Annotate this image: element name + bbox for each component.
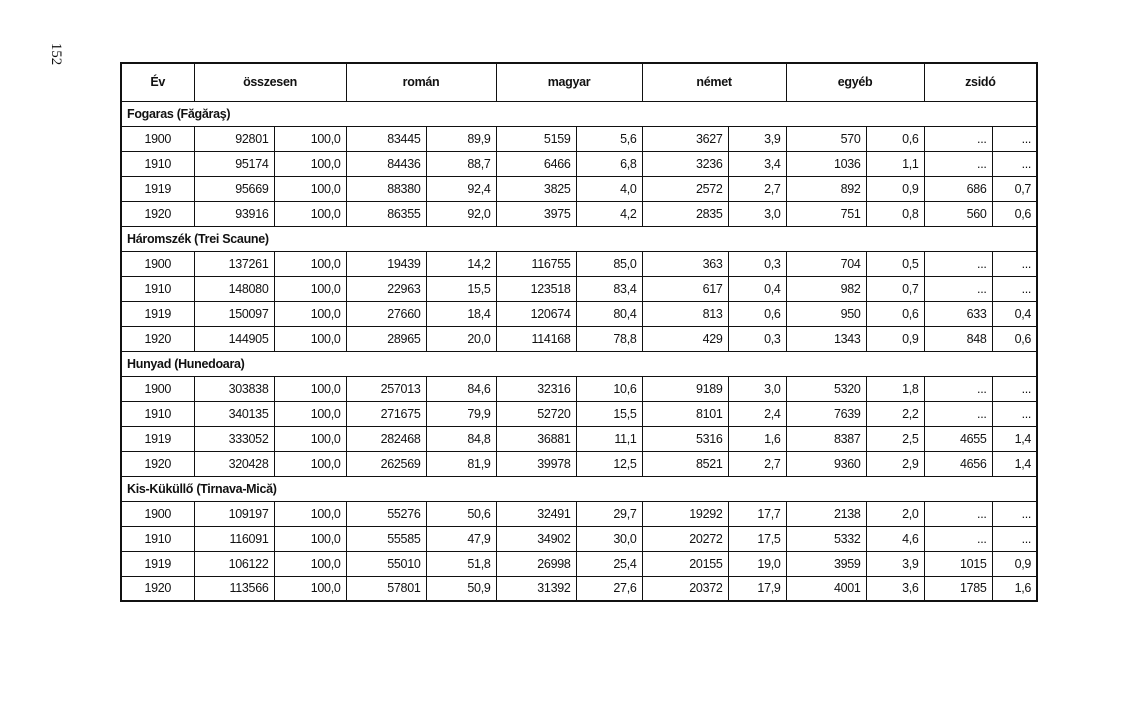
section-title: Fogaras (Făgăraş) — [121, 101, 1037, 126]
value-cell: 6466 — [496, 151, 576, 176]
value-cell: 7639 — [786, 401, 866, 426]
value-cell: 0,3 — [728, 326, 786, 351]
value-cell: 47,9 — [426, 526, 496, 551]
value-cell: 3,4 — [728, 151, 786, 176]
value-cell: 1,4 — [992, 451, 1037, 476]
value-cell: 32316 — [496, 376, 576, 401]
value-cell: 2,7 — [728, 451, 786, 476]
value-cell: 25,4 — [576, 551, 642, 576]
value-cell: 144905 — [194, 326, 274, 351]
value-cell: 686 — [924, 176, 992, 201]
value-cell: 950 — [786, 301, 866, 326]
value-cell: 100,0 — [274, 301, 346, 326]
value-cell: 15,5 — [576, 401, 642, 426]
value-cell: 892 — [786, 176, 866, 201]
year-cell: 1920 — [121, 201, 194, 226]
value-cell: 4,0 — [576, 176, 642, 201]
value-cell: 5159 — [496, 126, 576, 151]
value-cell: 5316 — [642, 426, 728, 451]
table-row — [121, 526, 1037, 551]
value-cell: 3825 — [496, 176, 576, 201]
value-cell: 0,9 — [992, 551, 1037, 576]
value-cell: 100,0 — [274, 276, 346, 301]
year-cell: 1910 — [121, 401, 194, 426]
section-title: Hunyad (Hunedoara) — [121, 351, 1037, 376]
value-cell: 100,0 — [274, 201, 346, 226]
value-cell: 11,1 — [576, 426, 642, 451]
section-title: Kis-Küküllő (Tirnava-Mică) — [121, 476, 1037, 501]
header-jewish: zsidó — [924, 63, 1037, 101]
header-other: egyéb — [786, 63, 924, 101]
value-cell: 0,7 — [866, 276, 924, 301]
value-cell: 100,0 — [274, 576, 346, 601]
value-cell: 0,8 — [866, 201, 924, 226]
table-row — [121, 251, 1037, 276]
value-cell: 2,0 — [866, 501, 924, 526]
table-row — [121, 501, 1037, 526]
year-cell: 1910 — [121, 276, 194, 301]
value-cell: 3627 — [642, 126, 728, 151]
value-cell: ... — [924, 376, 992, 401]
table-row — [121, 451, 1037, 476]
value-cell: 100,0 — [274, 526, 346, 551]
value-cell: 34902 — [496, 526, 576, 551]
value-cell: 57801 — [346, 576, 426, 601]
value-cell: 271675 — [346, 401, 426, 426]
value-cell: 116091 — [194, 526, 274, 551]
value-cell: 5320 — [786, 376, 866, 401]
value-cell: 32491 — [496, 501, 576, 526]
year-cell: 1919 — [121, 426, 194, 451]
value-cell: 39978 — [496, 451, 576, 476]
value-cell: 3959 — [786, 551, 866, 576]
value-cell: 80,4 — [576, 301, 642, 326]
value-cell: 5332 — [786, 526, 866, 551]
year-cell: 1919 — [121, 551, 194, 576]
value-cell: 100,0 — [274, 176, 346, 201]
value-cell: 19,0 — [728, 551, 786, 576]
value-cell: 20272 — [642, 526, 728, 551]
value-cell: 92,4 — [426, 176, 496, 201]
table-row — [121, 426, 1037, 451]
section-row — [121, 476, 1037, 501]
header-hungarian: magyar — [496, 63, 642, 101]
value-cell: 0,6 — [992, 326, 1037, 351]
value-cell: 106122 — [194, 551, 274, 576]
table-row — [121, 126, 1037, 151]
header-total: összesen — [194, 63, 346, 101]
value-cell: 2,9 — [866, 451, 924, 476]
value-cell: 3,9 — [728, 126, 786, 151]
value-cell: 8521 — [642, 451, 728, 476]
value-cell: 84,8 — [426, 426, 496, 451]
value-cell: 109197 — [194, 501, 274, 526]
page-number: 152 — [48, 42, 64, 66]
population-table — [120, 62, 1038, 602]
value-cell: 0,5 — [866, 251, 924, 276]
value-cell: 100,0 — [274, 126, 346, 151]
value-cell: 100,0 — [274, 426, 346, 451]
value-cell: 83445 — [346, 126, 426, 151]
year-cell: 1920 — [121, 326, 194, 351]
section-row — [121, 351, 1037, 376]
value-cell: 813 — [642, 301, 728, 326]
value-cell: 116755 — [496, 251, 576, 276]
value-cell: 95669 — [194, 176, 274, 201]
table-row — [121, 326, 1037, 351]
value-cell: 22963 — [346, 276, 426, 301]
value-cell: 36881 — [496, 426, 576, 451]
value-cell: 20372 — [642, 576, 728, 601]
value-cell: ... — [924, 501, 992, 526]
value-cell: 123518 — [496, 276, 576, 301]
value-cell: 26998 — [496, 551, 576, 576]
value-cell: 2,2 — [866, 401, 924, 426]
value-cell: 17,7 — [728, 501, 786, 526]
value-cell: ... — [924, 126, 992, 151]
value-cell: 0,7 — [992, 176, 1037, 201]
value-cell: 3975 — [496, 201, 576, 226]
header-romanian: román — [346, 63, 496, 101]
value-cell: ... — [924, 401, 992, 426]
value-cell: 29,7 — [576, 501, 642, 526]
table-row — [121, 576, 1037, 601]
value-cell: 5,6 — [576, 126, 642, 151]
value-cell: 17,9 — [728, 576, 786, 601]
value-cell: 6,8 — [576, 151, 642, 176]
value-cell: 3,9 — [866, 551, 924, 576]
value-cell: 0,6 — [866, 301, 924, 326]
value-cell: 4001 — [786, 576, 866, 601]
year-cell: 1919 — [121, 301, 194, 326]
value-cell: ... — [924, 526, 992, 551]
value-cell: 100,0 — [274, 251, 346, 276]
value-cell: 85,0 — [576, 251, 642, 276]
value-cell: 2835 — [642, 201, 728, 226]
value-cell: 89,9 — [426, 126, 496, 151]
year-cell: 1919 — [121, 176, 194, 201]
value-cell: 88,7 — [426, 151, 496, 176]
year-cell: 1910 — [121, 526, 194, 551]
value-cell: 113566 — [194, 576, 274, 601]
value-cell: 2138 — [786, 501, 866, 526]
value-cell: 84436 — [346, 151, 426, 176]
value-cell: 114168 — [496, 326, 576, 351]
value-cell: ... — [924, 251, 992, 276]
value-cell: 303838 — [194, 376, 274, 401]
value-cell: 2,5 — [866, 426, 924, 451]
year-cell: 1900 — [121, 501, 194, 526]
value-cell: 55010 — [346, 551, 426, 576]
value-cell: ... — [924, 276, 992, 301]
year-cell: 1900 — [121, 126, 194, 151]
value-cell: 15,5 — [426, 276, 496, 301]
value-cell: ... — [992, 526, 1037, 551]
value-cell: 19439 — [346, 251, 426, 276]
value-cell: 52720 — [496, 401, 576, 426]
value-cell: 751 — [786, 201, 866, 226]
value-cell: 4655 — [924, 426, 992, 451]
value-cell: 1036 — [786, 151, 866, 176]
value-cell: 282468 — [346, 426, 426, 451]
value-cell: 148080 — [194, 276, 274, 301]
value-cell: 83,4 — [576, 276, 642, 301]
value-cell: 84,6 — [426, 376, 496, 401]
table-row — [121, 276, 1037, 301]
year-cell: 1900 — [121, 251, 194, 276]
year-cell: 1920 — [121, 576, 194, 601]
value-cell: 633 — [924, 301, 992, 326]
value-cell: ... — [992, 276, 1037, 301]
year-cell: 1910 — [121, 151, 194, 176]
value-cell: ... — [992, 251, 1037, 276]
value-cell: 12,5 — [576, 451, 642, 476]
value-cell: 0,3 — [728, 251, 786, 276]
value-cell: 88380 — [346, 176, 426, 201]
value-cell: 100,0 — [274, 401, 346, 426]
value-cell: 50,6 — [426, 501, 496, 526]
value-cell: 340135 — [194, 401, 274, 426]
value-cell: 1015 — [924, 551, 992, 576]
value-cell: 2572 — [642, 176, 728, 201]
value-cell: 14,2 — [426, 251, 496, 276]
value-cell: ... — [992, 126, 1037, 151]
table-row — [121, 376, 1037, 401]
value-cell: 95174 — [194, 151, 274, 176]
value-cell: 100,0 — [274, 376, 346, 401]
value-cell: 81,9 — [426, 451, 496, 476]
value-cell: 100,0 — [274, 501, 346, 526]
value-cell: 1,4 — [992, 426, 1037, 451]
value-cell: 3236 — [642, 151, 728, 176]
value-cell: 86355 — [346, 201, 426, 226]
section-row — [121, 101, 1037, 126]
section-row — [121, 226, 1037, 251]
value-cell: 0,4 — [992, 301, 1037, 326]
value-cell: 9360 — [786, 451, 866, 476]
value-cell: 20,0 — [426, 326, 496, 351]
value-cell: 55276 — [346, 501, 426, 526]
value-cell: 18,4 — [426, 301, 496, 326]
year-cell: 1920 — [121, 451, 194, 476]
value-cell: 20155 — [642, 551, 728, 576]
value-cell: 100,0 — [274, 326, 346, 351]
value-cell: 257013 — [346, 376, 426, 401]
value-cell: 704 — [786, 251, 866, 276]
value-cell: ... — [992, 376, 1037, 401]
year-cell: 1900 — [121, 376, 194, 401]
value-cell: 100,0 — [274, 151, 346, 176]
value-cell: 982 — [786, 276, 866, 301]
value-cell: 120674 — [496, 301, 576, 326]
value-cell: 4,2 — [576, 201, 642, 226]
value-cell: 92,0 — [426, 201, 496, 226]
value-cell: 0,9 — [866, 176, 924, 201]
value-cell: 3,6 — [866, 576, 924, 601]
value-cell: ... — [924, 151, 992, 176]
table-row — [121, 301, 1037, 326]
value-cell: 8387 — [786, 426, 866, 451]
value-cell: 4,6 — [866, 526, 924, 551]
value-cell: 1,6 — [992, 576, 1037, 601]
value-cell: 1,1 — [866, 151, 924, 176]
value-cell: 0,6 — [992, 201, 1037, 226]
value-cell: 27,6 — [576, 576, 642, 601]
value-cell: 1,6 — [728, 426, 786, 451]
table-row — [121, 401, 1037, 426]
value-cell: 9189 — [642, 376, 728, 401]
value-cell: 79,9 — [426, 401, 496, 426]
header-year: Év — [121, 63, 194, 101]
value-cell: 320428 — [194, 451, 274, 476]
value-cell: 2,7 — [728, 176, 786, 201]
table-row — [121, 176, 1037, 201]
value-cell: 848 — [924, 326, 992, 351]
value-cell: 31392 — [496, 576, 576, 601]
value-cell: 0,9 — [866, 326, 924, 351]
value-cell: 17,5 — [728, 526, 786, 551]
value-cell: 150097 — [194, 301, 274, 326]
value-cell: 137261 — [194, 251, 274, 276]
header-row — [121, 63, 1037, 101]
value-cell: 3,0 — [728, 376, 786, 401]
table-row — [121, 201, 1037, 226]
value-cell: 1343 — [786, 326, 866, 351]
table-row — [121, 551, 1037, 576]
value-cell: 51,8 — [426, 551, 496, 576]
header-german: német — [642, 63, 786, 101]
value-cell: 262569 — [346, 451, 426, 476]
value-cell: 93916 — [194, 201, 274, 226]
value-cell: 78,8 — [576, 326, 642, 351]
value-cell: 4656 — [924, 451, 992, 476]
value-cell: 3,0 — [728, 201, 786, 226]
value-cell: 55585 — [346, 526, 426, 551]
value-cell: 429 — [642, 326, 728, 351]
value-cell: 28965 — [346, 326, 426, 351]
value-cell: 0,6 — [866, 126, 924, 151]
value-cell: 1785 — [924, 576, 992, 601]
value-cell: 2,4 — [728, 401, 786, 426]
value-cell: ... — [992, 151, 1037, 176]
value-cell: 10,6 — [576, 376, 642, 401]
value-cell: 363 — [642, 251, 728, 276]
section-title: Háromszék (Trei Scaune) — [121, 226, 1037, 251]
value-cell: 100,0 — [274, 451, 346, 476]
value-cell: 570 — [786, 126, 866, 151]
value-cell: 92801 — [194, 126, 274, 151]
value-cell: 617 — [642, 276, 728, 301]
value-cell: 27660 — [346, 301, 426, 326]
value-cell: ... — [992, 501, 1037, 526]
value-cell: 50,9 — [426, 576, 496, 601]
value-cell: ... — [992, 401, 1037, 426]
value-cell: 0,6 — [728, 301, 786, 326]
value-cell: 560 — [924, 201, 992, 226]
table-row — [121, 151, 1037, 176]
value-cell: 1,8 — [866, 376, 924, 401]
value-cell: 100,0 — [274, 551, 346, 576]
value-cell: 0,4 — [728, 276, 786, 301]
value-cell: 19292 — [642, 501, 728, 526]
value-cell: 8101 — [642, 401, 728, 426]
value-cell: 333052 — [194, 426, 274, 451]
value-cell: 30,0 — [576, 526, 642, 551]
